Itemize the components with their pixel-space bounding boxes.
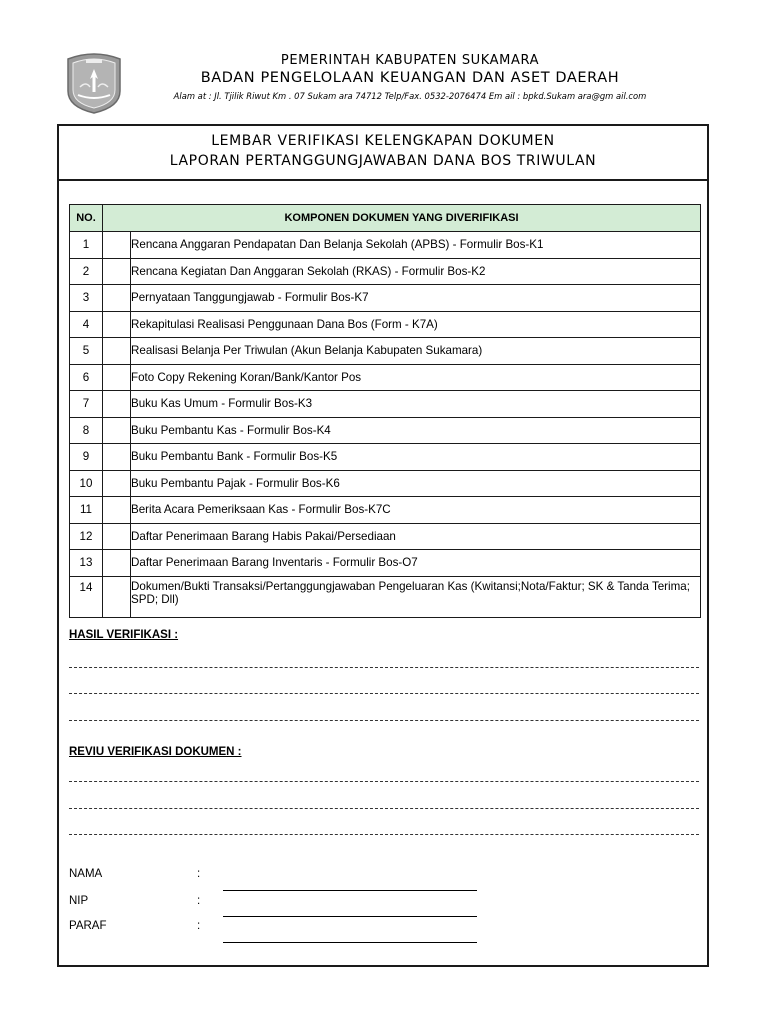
row-checkbox-cell[interactable] — [103, 444, 131, 471]
table-row — [70, 444, 701, 471]
row-checkbox-cell[interactable] — [103, 470, 131, 497]
form-title-line-1: LEMBAR VERIFIKASI KELENGKAPAN DOKUMEN — [211, 133, 555, 149]
row-checkbox-cell[interactable] — [103, 338, 131, 365]
row-document-name: Buku Pembantu Kas - Formulir Bos-K4 — [131, 417, 701, 444]
regency-shield-emblem-icon — [64, 51, 124, 115]
row-number: 8 — [70, 417, 103, 444]
hasil-line-2[interactable] — [69, 693, 699, 694]
row-document-name: Buku Pembantu Bank - Formulir Bos-K5 — [131, 444, 701, 471]
reviu-line-3[interactable] — [69, 834, 699, 835]
reviu-line-1[interactable] — [69, 781, 699, 782]
table-row — [70, 338, 701, 365]
nama-colon: : — [197, 868, 201, 880]
table-row — [70, 470, 701, 497]
row-checkbox-cell[interactable] — [103, 417, 131, 444]
row-number: 7 — [70, 391, 103, 418]
row-document-name: Buku Pembantu Pajak - Formulir Bos-K6 — [131, 470, 701, 497]
table-row — [70, 576, 701, 617]
row-number: 6 — [70, 364, 103, 391]
table-row — [70, 391, 701, 418]
nama-label: NAMA — [69, 868, 103, 880]
row-checkbox-cell[interactable] — [103, 391, 131, 418]
nip-colon: : — [197, 895, 201, 907]
reviu-verifikasi-label: REVIU VERIFIKASI DOKUMEN : — [69, 746, 242, 758]
row-checkbox-cell[interactable] — [103, 364, 131, 391]
paraf-label: PARAF — [69, 920, 107, 932]
row-checkbox-cell[interactable] — [103, 232, 131, 259]
row-number: 9 — [70, 444, 103, 471]
paraf-colon: : — [197, 920, 201, 932]
row-document-name: Daftar Penerimaan Barang Inventaris - Formulir Bos-O7 — [131, 550, 701, 577]
letterhead-government: PEMERINTAH KABUPATEN SUKAMARA — [280, 53, 540, 68]
letterhead-agency: BADAN PENGELOLAAN KEUANGAN DAN ASET DAERAH — [200, 70, 620, 86]
table-row — [70, 523, 701, 550]
row-document-name: Realisasi Belanja Per Triwulan (Akun Belanja Kabupaten Sukamara) — [131, 338, 701, 365]
row-document-name: Rencana Kegiatan Dan Anggaran Sekolah (RKAS) - Formulir Bos-K2 — [131, 258, 701, 285]
row-document-name: Rekapitulasi Realisasi Penggunaan Dana Bos (Form - K7A) — [131, 311, 701, 338]
hasil-line-1[interactable] — [69, 667, 699, 668]
row-checkbox-cell[interactable] — [103, 497, 131, 524]
row-document-name: Foto Copy Rekening Koran/Bank/Kantor Pos — [131, 364, 701, 391]
hasil-line-3[interactable] — [69, 720, 699, 721]
row-document-name: Berita Acara Pemeriksaan Kas - Formulir Bos-K7C — [131, 497, 701, 524]
row-number: 4 — [70, 311, 103, 338]
table-row — [70, 258, 701, 285]
row-checkbox-cell[interactable] — [103, 311, 131, 338]
paraf-signature-line[interactable] — [223, 942, 477, 943]
header-component: KOMPONEN DOKUMEN YANG DIVERIFIKASI — [103, 205, 701, 232]
row-number: 3 — [70, 285, 103, 312]
row-number: 2 — [70, 258, 103, 285]
table-row — [70, 311, 701, 338]
row-document-name: Buku Kas Umum - Formulir Bos-K3 — [131, 391, 701, 418]
table-row — [70, 285, 701, 312]
reviu-line-2[interactable] — [69, 808, 699, 809]
header-no: NO. — [70, 205, 103, 232]
nip-signature-line[interactable] — [223, 916, 477, 917]
row-number: 11 — [70, 497, 103, 524]
letterhead-address: Alam at : Jl. Tjilik Riwut Km . 07 Sukam ara 74712 Telp/Fax. 0532-2076474 Em ail : bpkd.Sukam ara@gm ail.com — [173, 91, 647, 101]
row-document-name: Daftar Penerimaan Barang Habis Pakai/Persediaan — [131, 523, 701, 550]
table-row — [70, 232, 701, 259]
table-row — [70, 364, 701, 391]
row-checkbox-cell[interactable] — [103, 576, 131, 617]
form-title-box — [59, 126, 707, 181]
row-checkbox-cell[interactable] — [103, 258, 131, 285]
document-component-table — [69, 204, 701, 618]
row-number: 1 — [70, 232, 103, 259]
row-number: 14 — [70, 576, 103, 617]
row-checkbox-cell[interactable] — [103, 550, 131, 577]
row-number: 5 — [70, 338, 103, 365]
row-document-name: Rencana Anggaran Pendapatan Dan Belanja Sekolah (APBS) - Formulir Bos-K1 — [131, 232, 701, 259]
table-row — [70, 417, 701, 444]
row-document-name: Dokumen/Bukti Transaksi/Pertanggungjawaban Pengeluaran Kas (Kwitansi;Nota/Faktur; SK & Tanda Terima; SPD; Dll) — [131, 576, 701, 617]
nama-signature-line[interactable] — [223, 890, 477, 891]
table-header-row — [70, 205, 701, 232]
verification-form-frame — [57, 124, 709, 967]
row-number: 10 — [70, 470, 103, 497]
row-checkbox-cell[interactable] — [103, 523, 131, 550]
table-row — [70, 497, 701, 524]
row-number: 13 — [70, 550, 103, 577]
table-row — [70, 550, 701, 577]
nip-label: NIP — [69, 895, 89, 907]
hasil-verifikasi-label: HASIL VERIFIKASI : — [69, 629, 179, 641]
row-number: 12 — [70, 523, 103, 550]
row-document-name: Pernyataan Tanggungjawab - Formulir Bos-K7 — [131, 285, 701, 312]
form-title-line-2: LAPORAN PERTANGGUNGJAWABAN DANA BOS TRIWULAN — [169, 153, 597, 169]
row-checkbox-cell[interactable] — [103, 285, 131, 312]
